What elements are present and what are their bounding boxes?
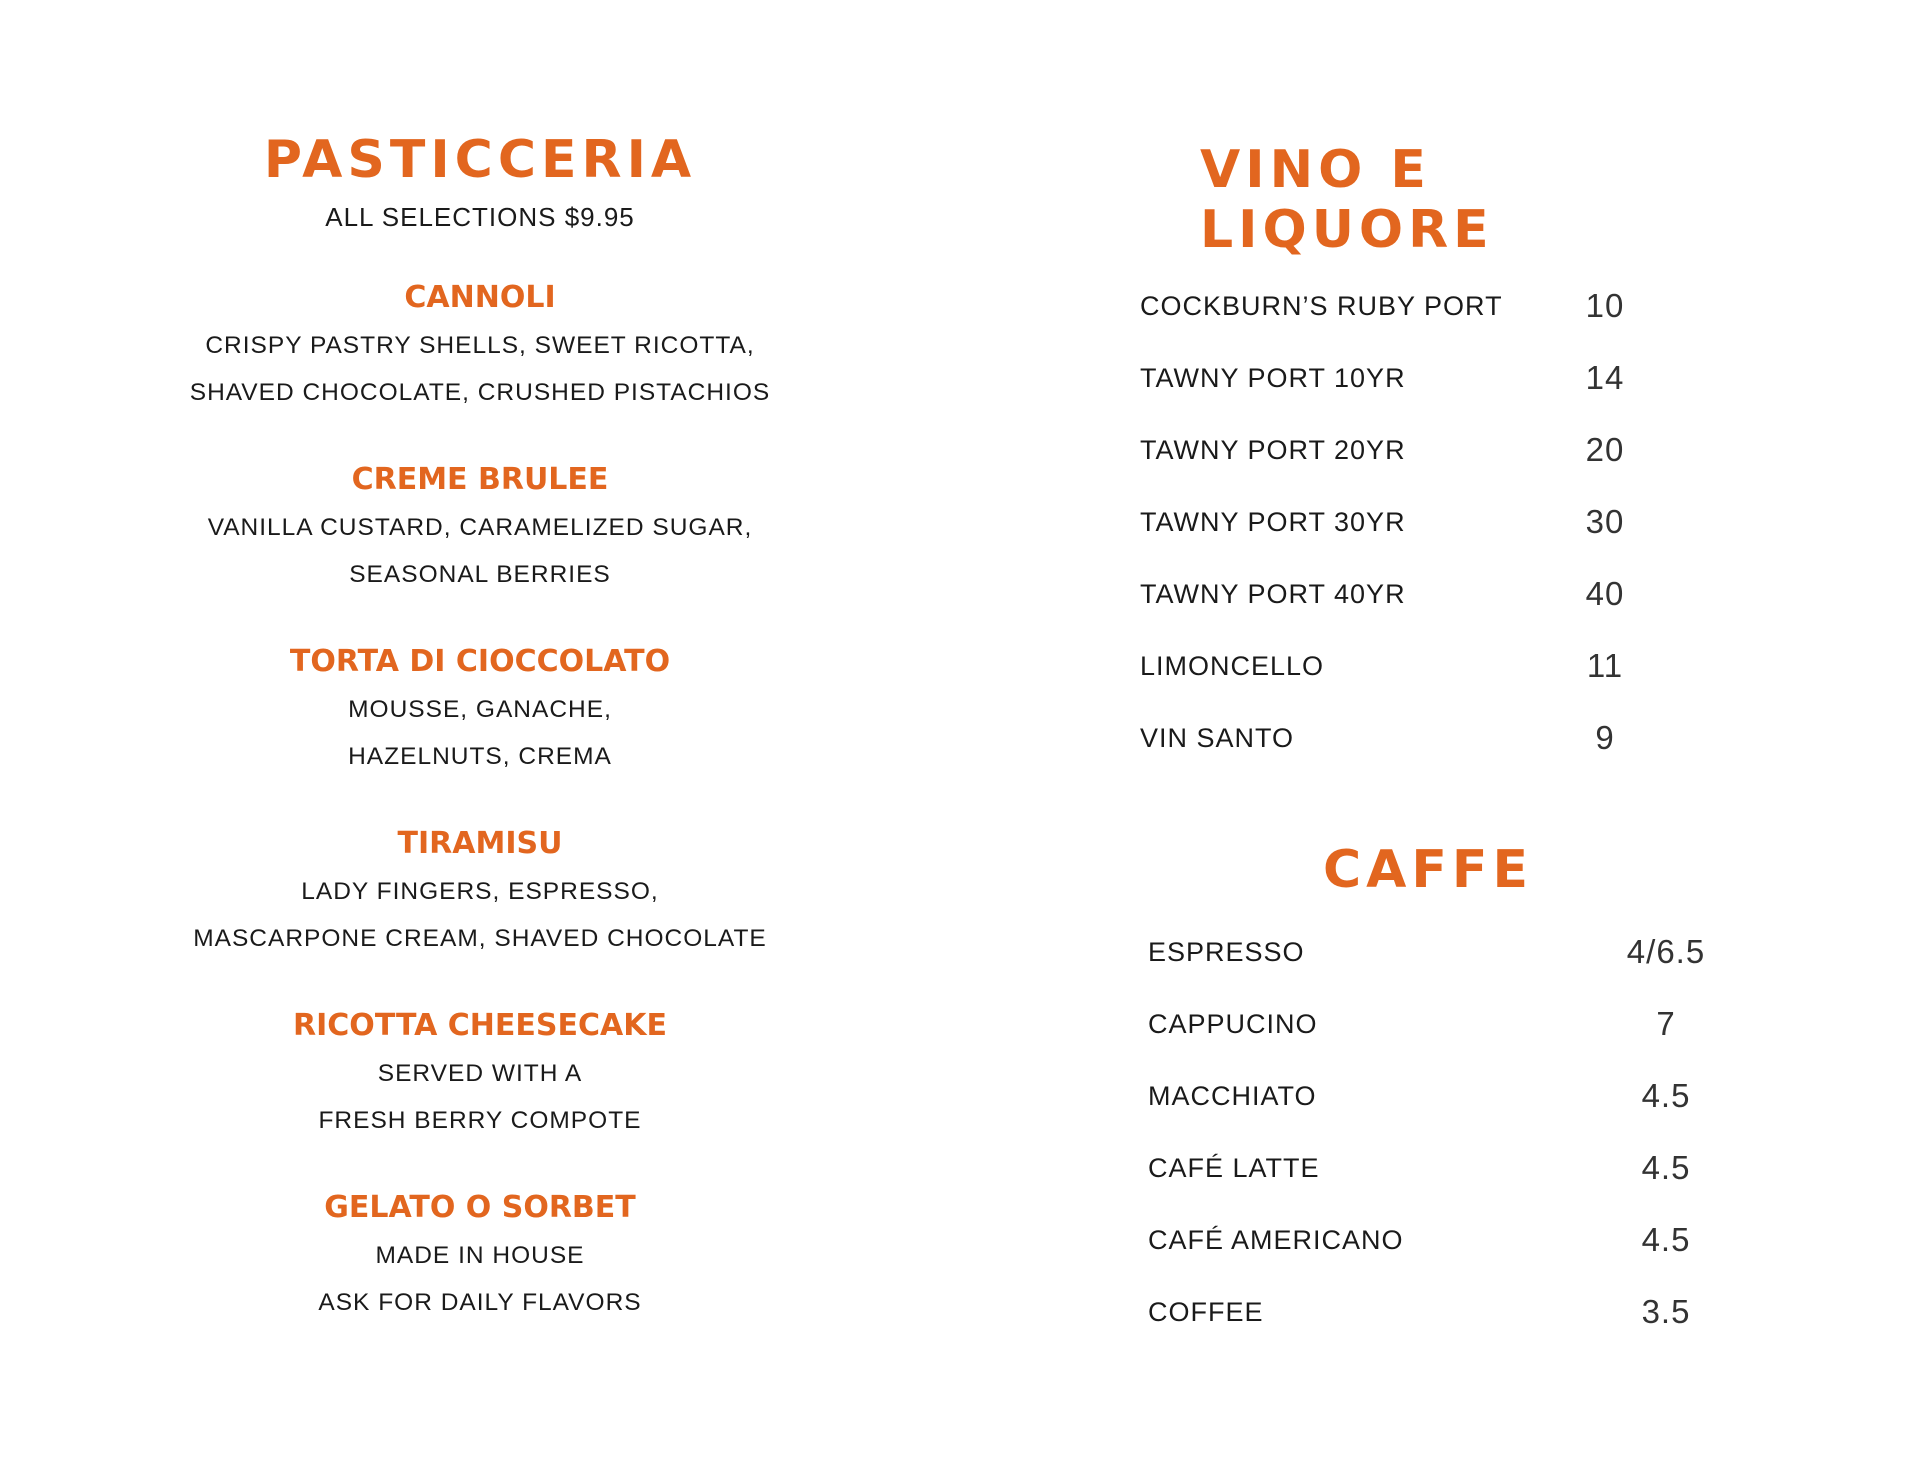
- dessert-description: [160, 868, 800, 962]
- vino-row: [1140, 558, 1740, 630]
- dessert-description: [160, 1050, 800, 1144]
- dessert-line: SEASONAL BERRIES: [349, 561, 611, 588]
- dessert-line: MADE IN HOUSE: [375, 1242, 585, 1269]
- dessert-description: [160, 686, 800, 780]
- dessert-line: LADY FINGERS, ESPRESSO,: [301, 878, 659, 905]
- pasticceria-section: [160, 130, 800, 1326]
- dessert-item: [160, 462, 800, 598]
- dessert-name: GELATO O SORBET: [324, 1190, 636, 1225]
- caffe-price: 3.5: [1641, 1293, 1691, 1330]
- caffe-list: [1148, 916, 1728, 1348]
- vino-name: TAWNY PORT 40YR: [1140, 579, 1406, 609]
- caffe-name: MACCHIATO: [1148, 1081, 1317, 1111]
- vino-price: 11: [1586, 647, 1624, 684]
- caffe-name: CAFÉ LATTE: [1148, 1153, 1320, 1183]
- dessert-name: TORTA DI CIOCCOLATO: [289, 644, 671, 679]
- dessert-item: [160, 826, 800, 962]
- caffe-price: 4.5: [1641, 1077, 1691, 1114]
- dessert-line: MOUSSE, GANACHE,: [348, 696, 612, 723]
- dessert-name: TIRAMISU: [397, 826, 563, 861]
- caffe-row: [1148, 1204, 1728, 1276]
- caffe-price: 4/6.5: [1626, 933, 1706, 970]
- vino-price: 30: [1585, 503, 1625, 540]
- dessert-line: FRESH BERRY COMPOTE: [318, 1107, 642, 1134]
- dessert-item: [160, 1190, 800, 1326]
- vino-section: [1140, 140, 1740, 774]
- dessert-line: ASK FOR DAILY FLAVORS: [318, 1289, 642, 1316]
- caffe-row: [1148, 1060, 1728, 1132]
- pasticceria-subtitle: ALL SELECTIONS $9.95: [325, 202, 635, 232]
- caffe-price: 7: [1656, 1005, 1676, 1042]
- vino-name: TAWNY PORT 20YR: [1140, 435, 1406, 465]
- caffe-title: CAFFE: [1323, 840, 1533, 900]
- vino-price: 40: [1585, 575, 1625, 612]
- vino-price: 9: [1595, 719, 1615, 756]
- vino-list: [1140, 270, 1740, 774]
- caffe-row: [1148, 1132, 1728, 1204]
- pasticceria-title: PASTICCERIA: [263, 130, 697, 190]
- dessert-description: [160, 1232, 800, 1326]
- caffe-row: [1148, 988, 1728, 1060]
- dessert-name: CREME BRULEE: [351, 462, 609, 497]
- dessert-name: RICOTTA CHEESECAKE: [293, 1008, 667, 1043]
- caffe-price: 4.5: [1641, 1149, 1691, 1186]
- vino-row: [1140, 630, 1740, 702]
- vino-row: [1140, 342, 1740, 414]
- dessert-line: SHAVED CHOCOLATE, CRUSHED PISTACHIOS: [189, 379, 771, 406]
- vino-price: 14: [1585, 359, 1625, 396]
- caffe-name: COFFEE: [1148, 1297, 1264, 1327]
- caffe-row: [1148, 1276, 1728, 1348]
- caffe-row: [1148, 916, 1728, 988]
- vino-row: [1140, 486, 1740, 558]
- vino-name: TAWNY PORT 30YR: [1140, 507, 1406, 537]
- caffe-section: [1148, 840, 1728, 1348]
- vino-name: TAWNY PORT 10YR: [1140, 363, 1406, 393]
- dessert-item: [160, 280, 800, 416]
- dessert-description: [160, 504, 800, 598]
- dessert-name: CANNOLI: [404, 280, 556, 315]
- vino-row: [1140, 270, 1740, 342]
- caffe-name: CAPPUCINO: [1148, 1009, 1318, 1039]
- vino-name: VIN SANTO: [1140, 723, 1295, 753]
- vino-row: [1140, 702, 1740, 774]
- dessert-line: HAZELNUTS, CREMA: [348, 743, 612, 770]
- dessert-item: [160, 1008, 800, 1144]
- caffe-name: CAFÉ AMERICANO: [1148, 1225, 1404, 1255]
- dessert-list: [160, 280, 800, 1326]
- vino-row: [1140, 414, 1740, 486]
- dessert-line: MASCARPONE CREAM, SHAVED CHOCOLATE: [193, 925, 767, 952]
- vino-price: 20: [1585, 431, 1625, 468]
- dessert-item: [160, 644, 800, 780]
- caffe-price: 4.5: [1641, 1221, 1691, 1258]
- dessert-line: VANILLA CUSTARD, CARAMELIZED SUGAR,: [207, 514, 753, 541]
- vino-title: VINO E LIQUORE: [1200, 140, 1494, 260]
- vino-name: COCKBURN’S RUBY PORT: [1140, 291, 1503, 321]
- vino-name: LIMONCELLO: [1140, 651, 1325, 681]
- dessert-line: SERVED WITH A: [377, 1060, 583, 1087]
- dessert-description: [160, 322, 800, 416]
- caffe-name: ESPRESSO: [1148, 937, 1305, 967]
- dessert-line: CRISPY PASTRY SHELLS, SWEET RICOTTA,: [205, 332, 755, 359]
- vino-price: 10: [1585, 287, 1625, 324]
